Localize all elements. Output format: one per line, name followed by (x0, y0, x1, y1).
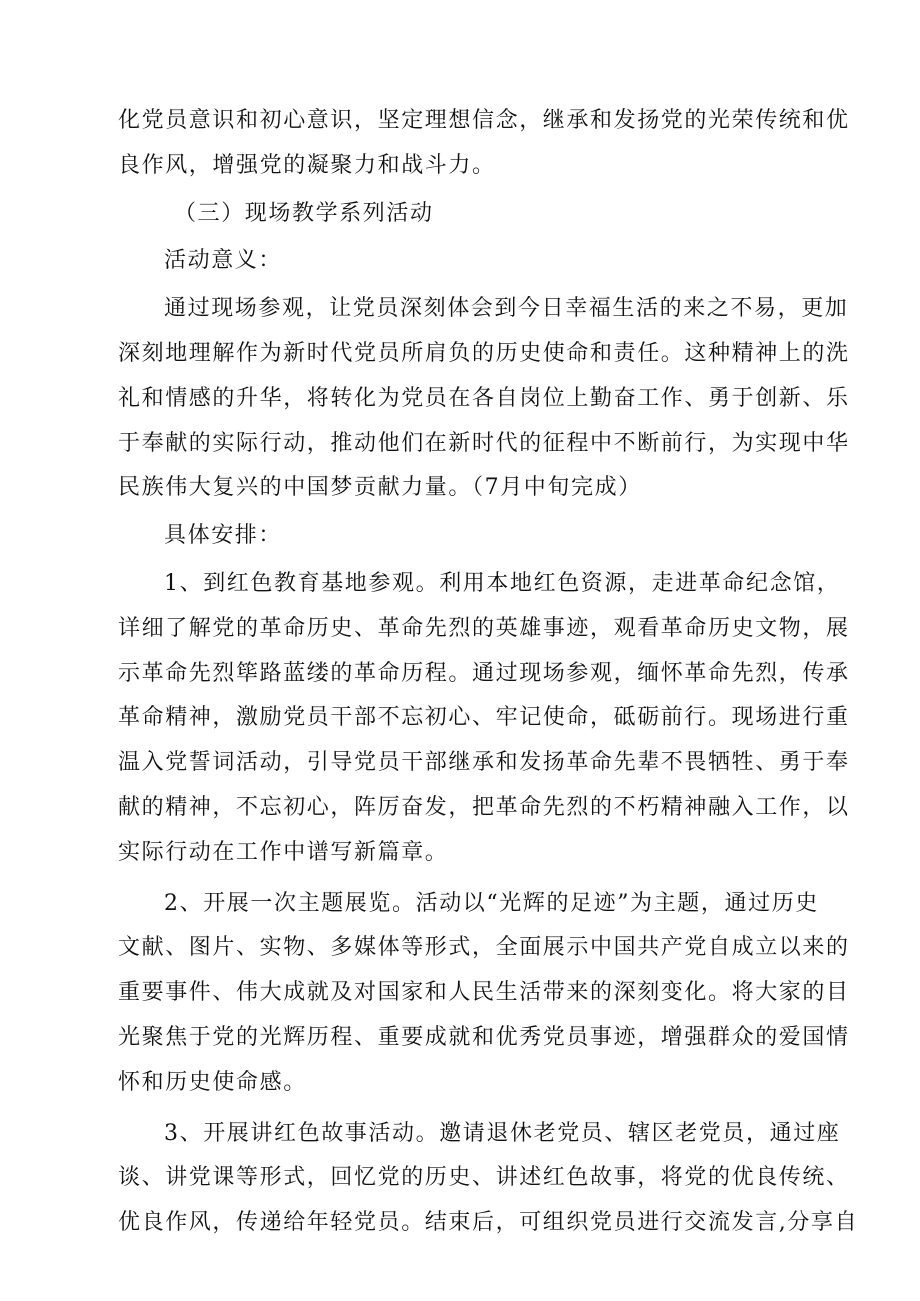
section-heading: （三）现场教学系列活动 (174, 200, 434, 226)
text-line: 3、开展讲红色故事活动。邀请退休老党员、辖区老党员，通过座 (164, 1120, 841, 1146)
text-line: 2、开展一次主题展览。活动以“光辉的足迹”为主题，通过历史 (164, 890, 819, 916)
text-line: 光聚焦于党的光辉历程、重要成就和优秀党员事迹，增强群众的爱国情 (118, 1024, 850, 1050)
text-line: 重要事件、伟大成就及对国家和人民生活带来的深刻变化。将大家的目 (118, 980, 850, 1006)
text-line: 详细了解党的革命历史、革命先烈的英雄事迹，观看革命历史文物，展 (118, 615, 850, 641)
text-line: 示革命先烈筚路蓝缕的革命历程。通过现场参观，缅怀革命先烈，传承 (118, 660, 850, 686)
text-line: 1、到红色教育基地参观。利用本地红色资源，走进革命纪念馆， (164, 570, 841, 596)
text-line: 通过现场参观，让党员深刻体会到今日幸福生活的来之不易，更加 (164, 296, 849, 322)
text-line: 文献、图片、实物、多媒体等形式，全面展示中国共产党自成立以来的 (118, 935, 850, 961)
paragraph-5 (118, 1112, 859, 1246)
paragraph-2 (118, 287, 850, 511)
arrangement-label: 具体安排： (164, 523, 283, 549)
text-line: 化党员意识和初心意识，坚定理想信念，继承和发扬党的光荣传统和优 (118, 108, 850, 133)
meaning-label: 活动意义： (164, 248, 283, 274)
text-line: 谈、讲党课等形式，回忆党的历史、讲述红色故事，将党的优良传统、 (118, 1165, 850, 1191)
paragraph-4 (118, 882, 850, 1106)
text-line: 革命精神，激励党员干部不忘初心、牢记使命，砥砺前行。现场进行重 (118, 705, 850, 731)
text-line: 优良作风，传递给年轻党员。结束后，可组织党员进行交流发言,分享自 (118, 1210, 859, 1236)
paragraph-1 (118, 99, 850, 189)
text-line: 温入党誓词活动，引导党员干部继承和发扬革命先辈不畏牺牲、勇于奉 (118, 750, 850, 776)
text-line: 民族伟大复兴的中国梦贡献力量。（7月中旬完成） (118, 475, 642, 501)
text-line: 献的精神，不忘初心，阵厉奋发，把革命先烈的不朽精神融入工作，以 (118, 794, 850, 820)
text-line: 实际行动在工作中谱写新篇章。 (118, 839, 449, 865)
text-line: 礼和情感的升华，将转化为党员在各自岗位上勤奋工作、勇于创新、乐 (118, 385, 850, 411)
text-line: 深刻地理解作为新时代党员所肩负的历史使命和责任。这种精神上的洗 (118, 340, 850, 366)
document-body (118, 99, 859, 1246)
paragraph-3 (118, 562, 850, 876)
text-line: 于奉献的实际行动，推动他们在新时代的征程中不断前行，为实现中华 (118, 430, 850, 456)
text-line: 怀和历史使命感。 (118, 1069, 307, 1095)
text-line: 良作风，增强党的凝聚力和战斗力。 (118, 152, 496, 178)
